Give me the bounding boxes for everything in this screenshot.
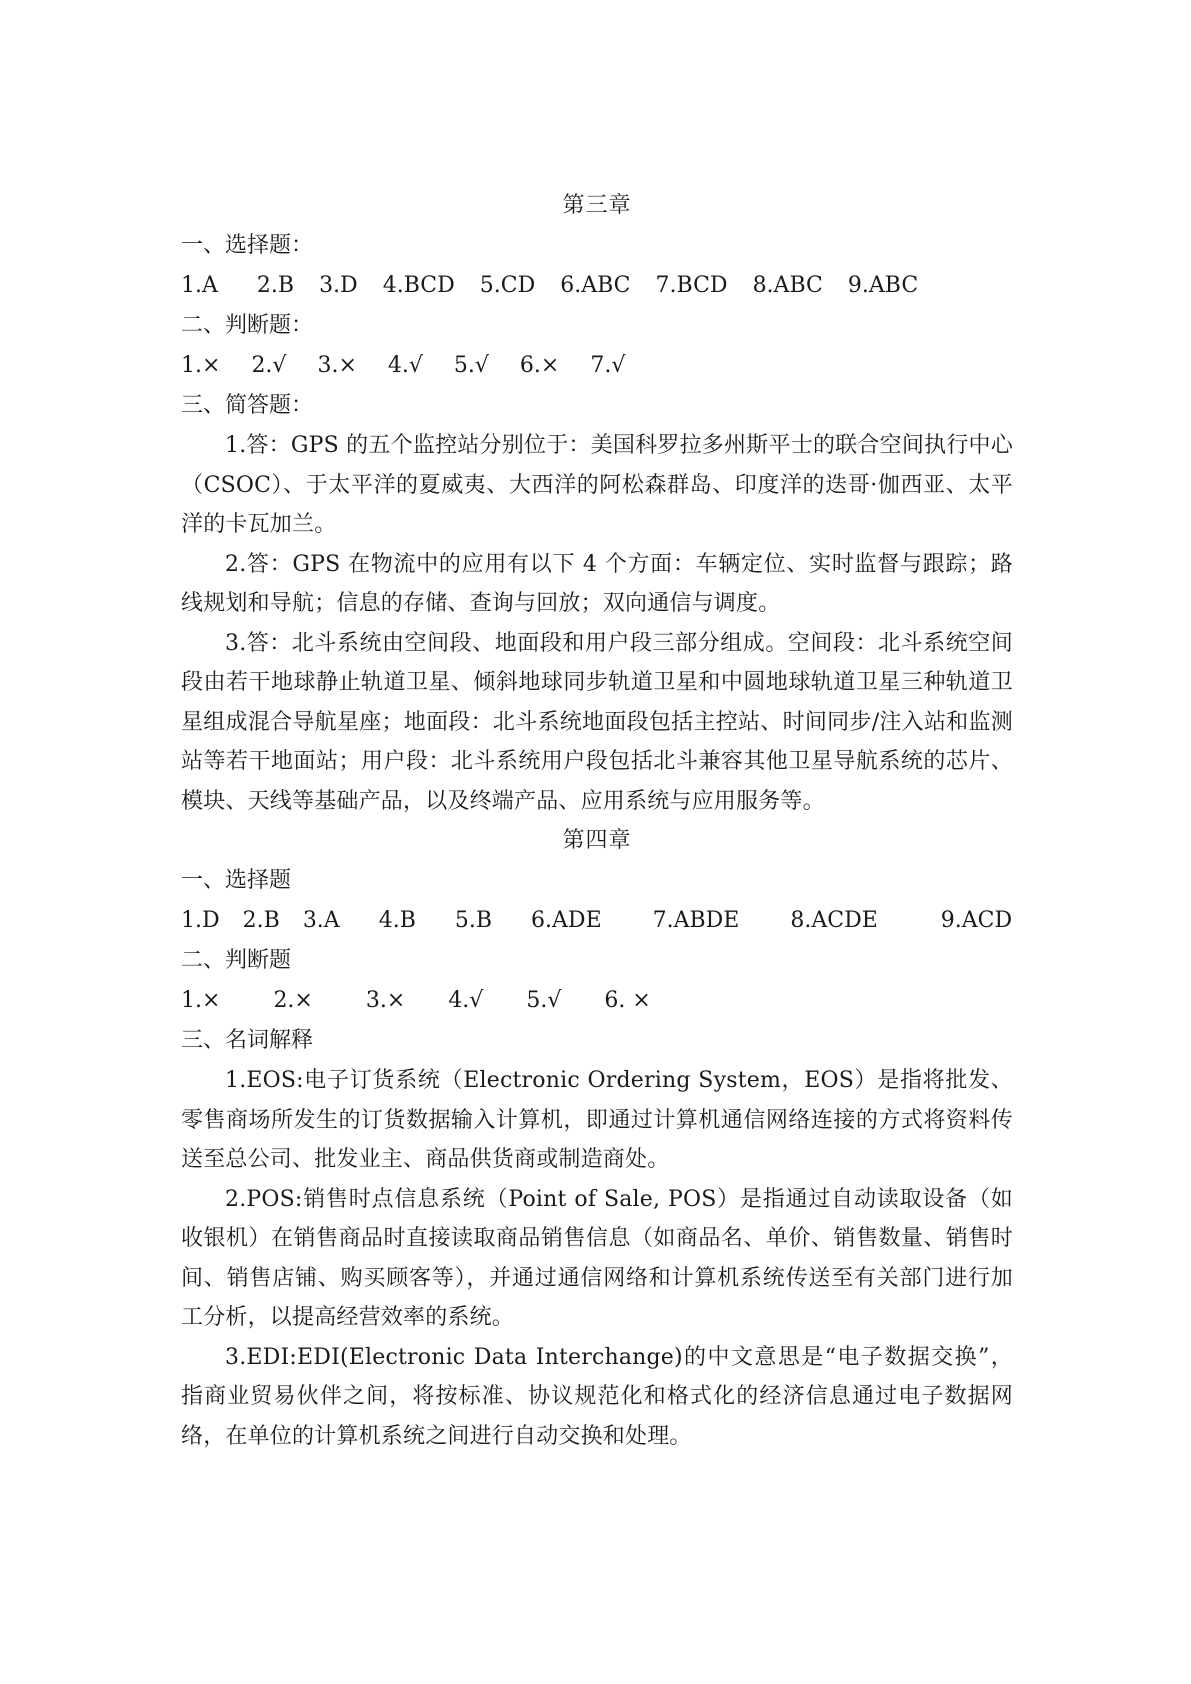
answer-item: 7.BCD (655, 273, 728, 298)
term-definition-paragraph: 3.EDI:EDI(Electronic Data Interchange)的中文意思是“电子数据交换”，指商业贸易伙伴之间，将按标准、协议规范化和格式化的经济信息通过电子数据网络，在单位的计算机系统之间进行自动交换和处理。 (181, 1344, 1013, 1449)
chapter3-title: 第三章 (562, 193, 632, 218)
chapter4-judge-answers (181, 981, 1013, 1021)
answer-item: 7.√ (590, 353, 626, 378)
chapter4-term-heading: 三、名词解释 (181, 1028, 314, 1053)
short-answer-paragraph: 3.答：北斗系统由空间段、地面段和用户段三部分组成。空间段：北斗系统空间段由若干地球静止轨道卫星、倾斜地球同步轨道卫星和中圆地球轨道卫星三种轨道卫星组成混合导航星座；地面段：北斗系统地面段包括主控站、时间同步/注入站和监测站等若干地面站；用户段：北斗系统用户段包括北斗兼容其他卫星导航系统的芯片、模块、天线等基础产品，以及终端产品、应用系统与应用服务等。 (181, 630, 1013, 814)
answer-item: 5.B (454, 908, 493, 933)
chapter4-judge-heading: 二、判断题 (181, 948, 292, 973)
document-page (181, 186, 1013, 1456)
answer-item: 2.√ (251, 353, 287, 378)
answer-item: 8.ACDE (790, 908, 878, 933)
short-answer-paragraph: 1.答：GPS 的五个监控站分别位于：美国科罗拉多州斯平士的联合空间执行中心（CSOC）、于太平洋的夏威夷、大西洋的阿松森群岛、印度洋的迭哥·伽西亚、太平洋的卡瓦加兰。 (181, 433, 1013, 537)
answer-item: 2.B (242, 908, 280, 933)
chapter3-judge-answers (181, 346, 1013, 386)
answer-item: 6.ADE (531, 908, 602, 933)
answer-item: 4.√ (387, 353, 423, 378)
answer-item: 3.× (365, 988, 406, 1013)
answer-item: 1.× (181, 988, 221, 1013)
chapter4-choice-heading: 一、选择题 (181, 868, 292, 893)
answer-item: 1.A (181, 273, 218, 298)
answer-item: 6.ABC (560, 273, 631, 298)
answer-item: 3.A (302, 908, 340, 933)
answer-item: 2.B (256, 273, 295, 298)
answer-item: 5.CD (479, 273, 536, 298)
answer-item: 3.× (317, 353, 357, 378)
answer-item: 4.B (378, 908, 416, 933)
answer-item: 4.√ (448, 988, 484, 1013)
answer-item: 9.ABC (847, 273, 919, 298)
answer-item: 6. × (604, 988, 651, 1013)
answer-item: 6.× (519, 353, 560, 378)
short-answer-paragraph: 2.答：GPS 在物流中的应用有以下 4 个方面：车辆定位、实时监督与跟踪；路线规划和导航；信息的存储、查询与回放；双向通信与调度。 (181, 551, 1013, 616)
answer-item: 3.D (319, 273, 358, 298)
answer-item: 7.ABDE (652, 908, 740, 933)
chapter3-choice-heading: 一、选择题： (181, 233, 314, 258)
answer-item: 5.√ (526, 988, 562, 1013)
term-definition-paragraph: 2.POS:销售时点信息系统（Point of Sale, POS）是指通过自动读取设备（如收银机）在销售商品时直接读取商品销售信息（如商品名、单价、销售数量、销售时间、销售店铺、购买顾客等），并通过通信网络和计算机系统传送至有关部门进行加工分析，以提高经营效率的系统。 (181, 1186, 1013, 1330)
term-definition-paragraph: 1.EOS:电子订货系统（Electronic Ordering System，EOS）是指将批发、零售商场所发生的订货数据输入计算机，即通过计算机通信网络连接的方式将资料传送至总公司、批发业主、商品供货商或制造商处。 (181, 1068, 1013, 1172)
chapter3-choice-answers (181, 266, 1013, 306)
answer-item: 9.ACD (940, 908, 1013, 933)
answer-item: 2.× (273, 988, 313, 1013)
chapter3-judge-heading: 二、判断题： (181, 313, 314, 338)
answer-item: 8.ABC (752, 273, 823, 298)
answer-item: 1.× (181, 353, 221, 378)
chapter4-choice-answers (181, 901, 1013, 941)
answer-item: 5.√ (453, 353, 489, 378)
answer-item: 1.D (181, 908, 220, 933)
chapter3-short-heading: 三、简答题： (181, 393, 314, 418)
chapter4-title: 第四章 (562, 828, 632, 853)
answer-item: 4.BCD (382, 273, 455, 298)
